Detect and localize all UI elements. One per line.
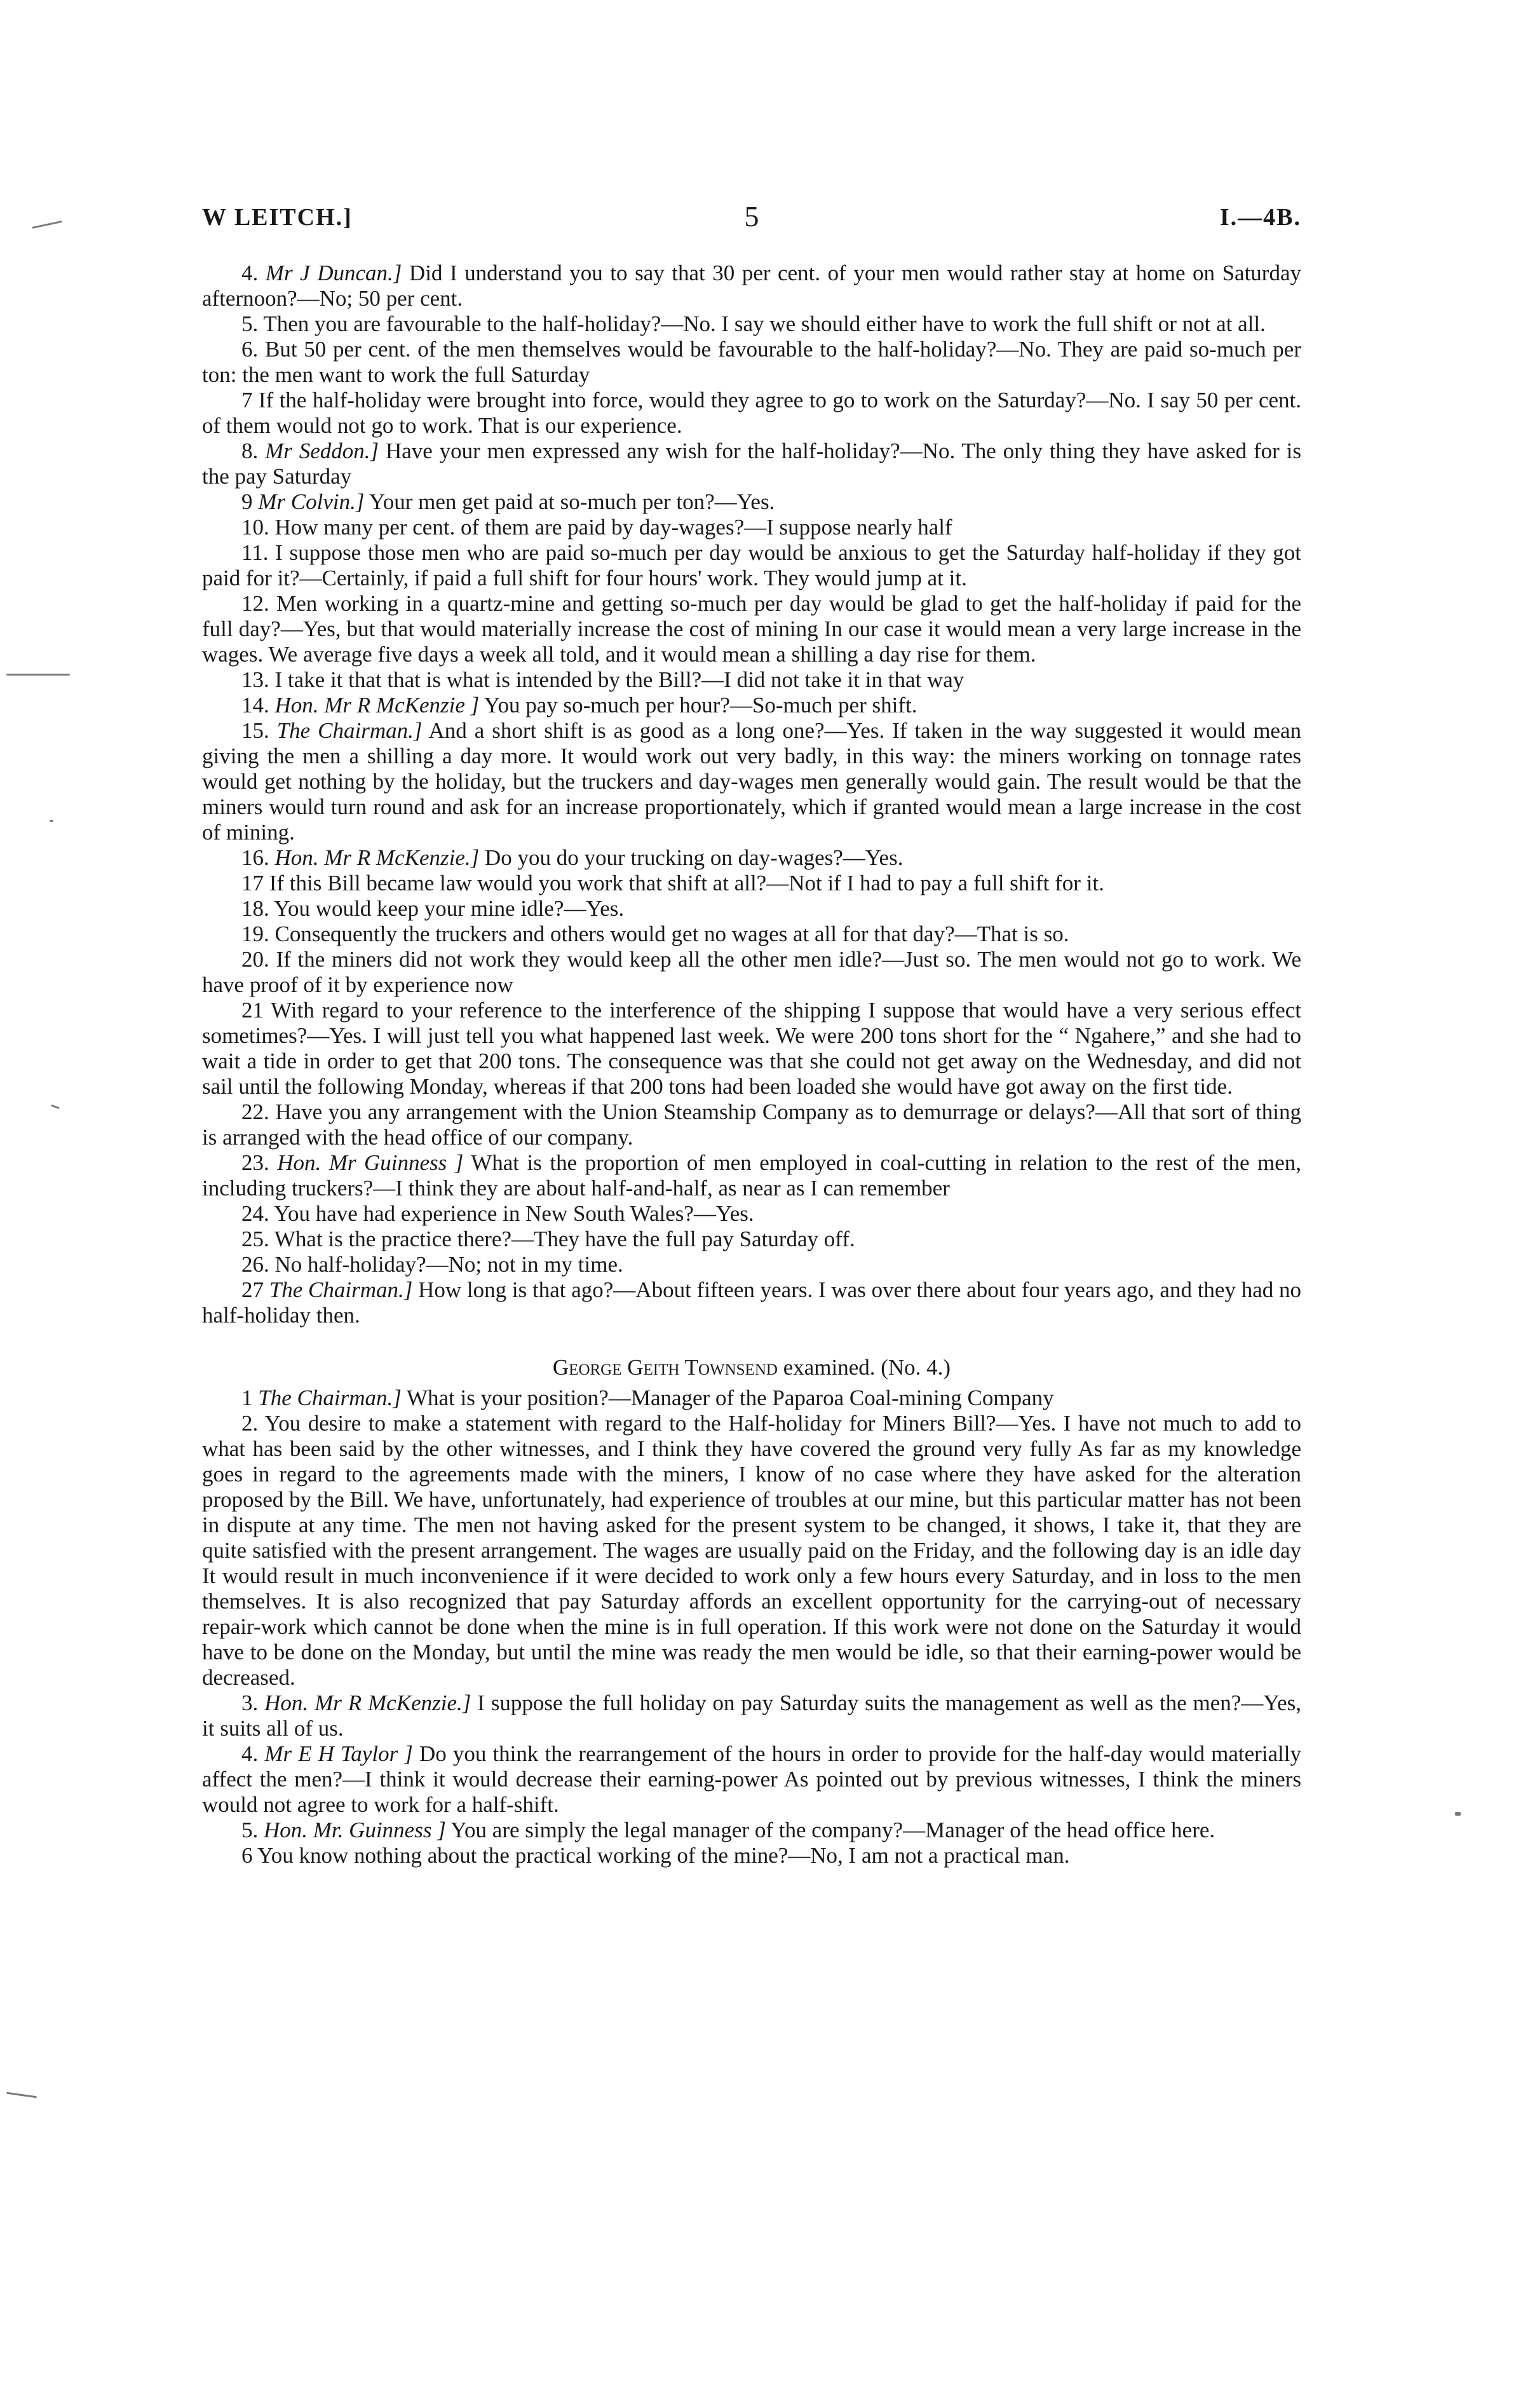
- question-paragraph: [202, 1150, 1301, 1201]
- page-number: 5: [744, 200, 759, 233]
- question-number: 4.: [241, 1741, 259, 1766]
- question-answer-text: Do you think the rearrangement of the hours in order to provide for the half-day would materially affect the men?—I think it would decrease their earning-power As pointed out by previous witnesses, I think the miners would not agree to work for a half-shift.: [202, 1741, 1301, 1817]
- question-paragraph: [202, 540, 1301, 591]
- question-paragraph: [202, 1385, 1301, 1411]
- document-reference: I.—4B.: [1219, 204, 1301, 231]
- question-number: 6.: [241, 337, 259, 362]
- speaker-name: Mr Seddon.]: [265, 439, 379, 463]
- question-paragraph: [202, 1741, 1301, 1818]
- question-answer-text: Then you are favourable to the half-holiday?—No. I say we should either have to work the full shift or not at all.: [263, 311, 1266, 336]
- question-paragraph: [202, 311, 1301, 337]
- question-paragraph: [202, 667, 1301, 693]
- question-paragraph: [202, 1099, 1301, 1150]
- question-answer-text: With regard to your reference to the interference of the shipping I suppose that would have a very serious effect sometimes?—Yes. I will just tell you what happened last week. We were 200 tons short for the “ Ngahere,” and she had to wait a tide in order to get that 200 tons. The consequence was that she could not get away on the Wednesday, and did not sail until the following Monday, whereas if that 200 tons had been loaded she would have got away on the first tide.: [202, 998, 1301, 1099]
- question-number: 22.: [241, 1099, 269, 1124]
- question-number: 12.: [241, 591, 269, 616]
- speaker-name: Mr Colvin.]: [258, 489, 365, 514]
- running-head-left: W LEITCH.]: [202, 204, 353, 231]
- question-paragraph: [202, 261, 1301, 311]
- question-paragraph: [202, 388, 1301, 439]
- question-paragraph: [202, 947, 1301, 998]
- question-paragraph: [202, 896, 1301, 922]
- margin-mark: [51, 1105, 60, 1110]
- question-number: 1: [241, 1385, 253, 1410]
- question-answer-text: And a short shift is as good as a long one?—Yes. If taken in the way suggested it would mean giving the men a shilling a day more. It would work out very badly, in this way: the miners working on tonnage rates would get nothing by the holiday, but the truckers and day-wages men generally would gain. The result would be that the miners would turn round and ask for an increase proportionately, which if granted would mean a large increase in the cost of mining.: [202, 718, 1301, 845]
- question-number: 8.: [241, 439, 259, 463]
- question-paragraph: [202, 1252, 1301, 1277]
- question-paragraph: [202, 845, 1301, 871]
- question-number: 24.: [241, 1201, 269, 1226]
- margin-mark: [32, 221, 62, 229]
- question-answer-text: If this Bill became law would you work that shift at all?—Not if I had to pay a full shift for it.: [269, 871, 1104, 895]
- question-number: 6: [241, 1843, 253, 1868]
- question-answer-text: I take it that that is what is intended by the Bill?—I did not take it in that way: [274, 667, 964, 692]
- question-answer-text: What is the practice there?—They have the full pay Saturday off.: [274, 1227, 855, 1251]
- testimony-section-1: [202, 261, 1301, 1328]
- margin-mark: [6, 674, 70, 676]
- speaker-name: Mr J Duncan.]: [265, 261, 402, 285]
- question-paragraph: [202, 515, 1301, 540]
- speaker-name: Mr E H Taylor ]: [264, 1741, 413, 1766]
- margin-mark: [1455, 1812, 1461, 1816]
- question-answer-text: You have had experience in New South Wales?—Yes.: [274, 1201, 754, 1226]
- question-answer-text: Did I understand you to say that 30 per cent. of your men would rather stay at home on Saturday afternoon?—No; 50 per cent.: [202, 261, 1301, 311]
- question-paragraph: [202, 1843, 1301, 1868]
- question-number: 5.: [241, 311, 259, 336]
- question-answer-text: Have you any arrangement with the Union Steamship Company as to demurrage or delays?—All that sort of thing is arranged with the head office of our company.: [202, 1099, 1301, 1150]
- page-header: [202, 200, 1301, 241]
- question-paragraph: [202, 998, 1301, 1099]
- question-answer-text: Do you do your trucking on day-wages?—Yes.: [479, 845, 904, 870]
- question-answer-text: If the half-holiday were brought into force, would they agree to go to work on the Saturday?—No. I say 50 per cent. of them would not go to work. That is our experience.: [202, 388, 1301, 438]
- question-paragraph: [202, 1227, 1301, 1252]
- question-paragraph: [202, 718, 1301, 845]
- question-number: 20.: [241, 947, 269, 972]
- question-paragraph: [202, 439, 1301, 489]
- question-number: 13.: [241, 667, 269, 692]
- speaker-name: Hon. Mr R McKenzie.]: [274, 845, 480, 870]
- speaker-name: The Chairman.]: [258, 1385, 402, 1410]
- question-paragraph: [202, 693, 1301, 718]
- question-answer-text: How many per cent. of them are paid by day-wages?—I suppose nearly half: [274, 515, 952, 540]
- question-answer-text: What is your position?—Manager of the Paparoa Coal-mining Company: [401, 1385, 1054, 1410]
- question-answer-text: You would keep your mine idle?—Yes.: [274, 896, 625, 921]
- question-paragraph: [202, 1690, 1301, 1741]
- question-number: 27: [241, 1277, 264, 1302]
- question-number: 11.: [241, 540, 269, 565]
- document-body: [202, 261, 1301, 1868]
- question-number: 14.: [241, 693, 269, 718]
- question-paragraph: [202, 1201, 1301, 1227]
- question-number: 17: [241, 871, 264, 895]
- question-answer-text: Men working in a quartz-mine and getting so-much per day would be glad to get the half-holiday if paid for the full day?—Yes, but that would materially increase the cost of mining In our case it would mean a very large increase in the wages. We average five days a week all told, and it would mean a shilling a day rise for them.: [202, 591, 1302, 667]
- question-paragraph: [202, 337, 1301, 388]
- question-answer-text: How long is that ago?—About fifteen years. I was over there about four years ago, and they had no half-holiday then.: [202, 1277, 1302, 1328]
- question-paragraph: [202, 1818, 1301, 1843]
- speaker-name: Hon. Mr R McKenzie ]: [274, 693, 480, 718]
- margin-mark: [6, 2092, 37, 2098]
- question-number: 3.: [241, 1690, 259, 1715]
- question-answer-text: Your men get paid at so-much per ton?—Yes.: [364, 489, 775, 514]
- question-answer-text: No half-holiday?—No; not in my time.: [274, 1252, 623, 1277]
- examination-heading: [202, 1355, 1301, 1380]
- question-answer-text: I suppose the full holiday on pay Saturday suits the management as well as the men?—Yes, it suits all of us.: [202, 1690, 1301, 1741]
- question-answer-text: I suppose those men who are paid so-much per day would be anxious to get the Saturday half-holiday if they got paid for it?—Certainly, if paid a full shift for four hours' work. They would jump at it.: [202, 540, 1302, 590]
- question-answer-text: Have your men expressed any wish for the half-holiday?—No. The only thing they have asked for is the pay Saturday: [202, 439, 1301, 489]
- examination-suffix: examined. (No. 4.): [777, 1355, 951, 1380]
- question-number: 5.: [241, 1818, 259, 1842]
- question-answer-text: Consequently the truckers and others would get no wages at all for that day?—That is so.: [274, 922, 1069, 946]
- question-paragraph: [202, 1277, 1301, 1328]
- speaker-name: Hon. Mr. Guinness ]: [264, 1818, 446, 1842]
- question-paragraph: [202, 922, 1301, 947]
- question-number: 19.: [241, 922, 269, 946]
- question-number: 21: [241, 998, 264, 1023]
- question-paragraph: [202, 489, 1301, 515]
- question-number: 7: [241, 388, 253, 412]
- speaker-name: Hon. Mr R McKenzie.]: [264, 1690, 471, 1715]
- question-paragraph: [202, 871, 1301, 896]
- question-answer-text: But 50 per cent. of the men themselves would be favourable to the half-holiday?—No. They are paid so-much per ton: the men want to work the full Saturday: [202, 337, 1301, 387]
- question-answer-text: You know nothing about the practical working of the mine?—No, I am not a practical man.: [257, 1843, 1070, 1868]
- margin-mark: [50, 820, 53, 822]
- question-number: 26.: [241, 1252, 269, 1277]
- question-number: 18.: [241, 896, 269, 921]
- speaker-name: The Chairman.]: [276, 718, 423, 743]
- question-number: 10.: [241, 515, 269, 540]
- question-number: 2.: [241, 1411, 259, 1436]
- question-answer-text: You are simply the legal manager of the company?—Manager of the head office here.: [445, 1818, 1215, 1842]
- testimony-section-2: [202, 1385, 1301, 1868]
- question-answer-text: If the miners did not work they would keep all the other men idle?—Just so. The men would not go to work. We have proof of it by experience now: [202, 947, 1301, 997]
- question-number: 9: [241, 489, 253, 514]
- question-number: 16.: [241, 845, 269, 870]
- question-number: 4.: [241, 261, 259, 285]
- question-answer-text: You desire to make a statement with regard to the Half-holiday for Miners Bill?—Yes. I have not much to add to what has been said by the other witnesses, and I think they have covered the ground very fully As far as my knowledge goes in regard to the agreements made with the miners, I know of no case where they have asked for the alteration proposed by the Bill. We have, unfortunately, had experience of troubles at our mine, but this particular matter has not been in dispute at any time. The men not having asked for the present system to be changed, it shows, I take it, that they are quite satisfied with the present arrangement. The wages are usually paid on the Friday, and the following day is an idle day It would result in much inconvenience if it were decided to work only a few hours every Saturday, and in loss to the men themselves. It is also recognized that pay Saturday affords an excellent opportunity for the carrying-out of necessary repair-work which cannot be done when the mine is in full operation. If this work were not done on the Saturday it would have to be done on the Monday, but until the mine was ready the men would be idle, so that their earning-power would be decreased.: [202, 1411, 1301, 1690]
- question-number: 23.: [241, 1150, 269, 1175]
- question-number: 25.: [241, 1227, 269, 1251]
- question-number: 15.: [241, 718, 269, 743]
- question-paragraph: [202, 591, 1301, 667]
- question-answer-text: You pay so-much per hour?—So-much per shift.: [479, 693, 917, 718]
- question-paragraph: [202, 1411, 1301, 1690]
- witness-name: George Geith Townsend: [552, 1355, 778, 1380]
- speaker-name: Hon. Mr Guinness ]: [277, 1150, 464, 1175]
- speaker-name: The Chairman.]: [269, 1277, 413, 1302]
- question-answer-text: What is the proportion of men employed in coal-cutting in relation to the rest of the men, including truckers?—I think they are about half-and-half, as near as I can remember: [202, 1150, 1301, 1201]
